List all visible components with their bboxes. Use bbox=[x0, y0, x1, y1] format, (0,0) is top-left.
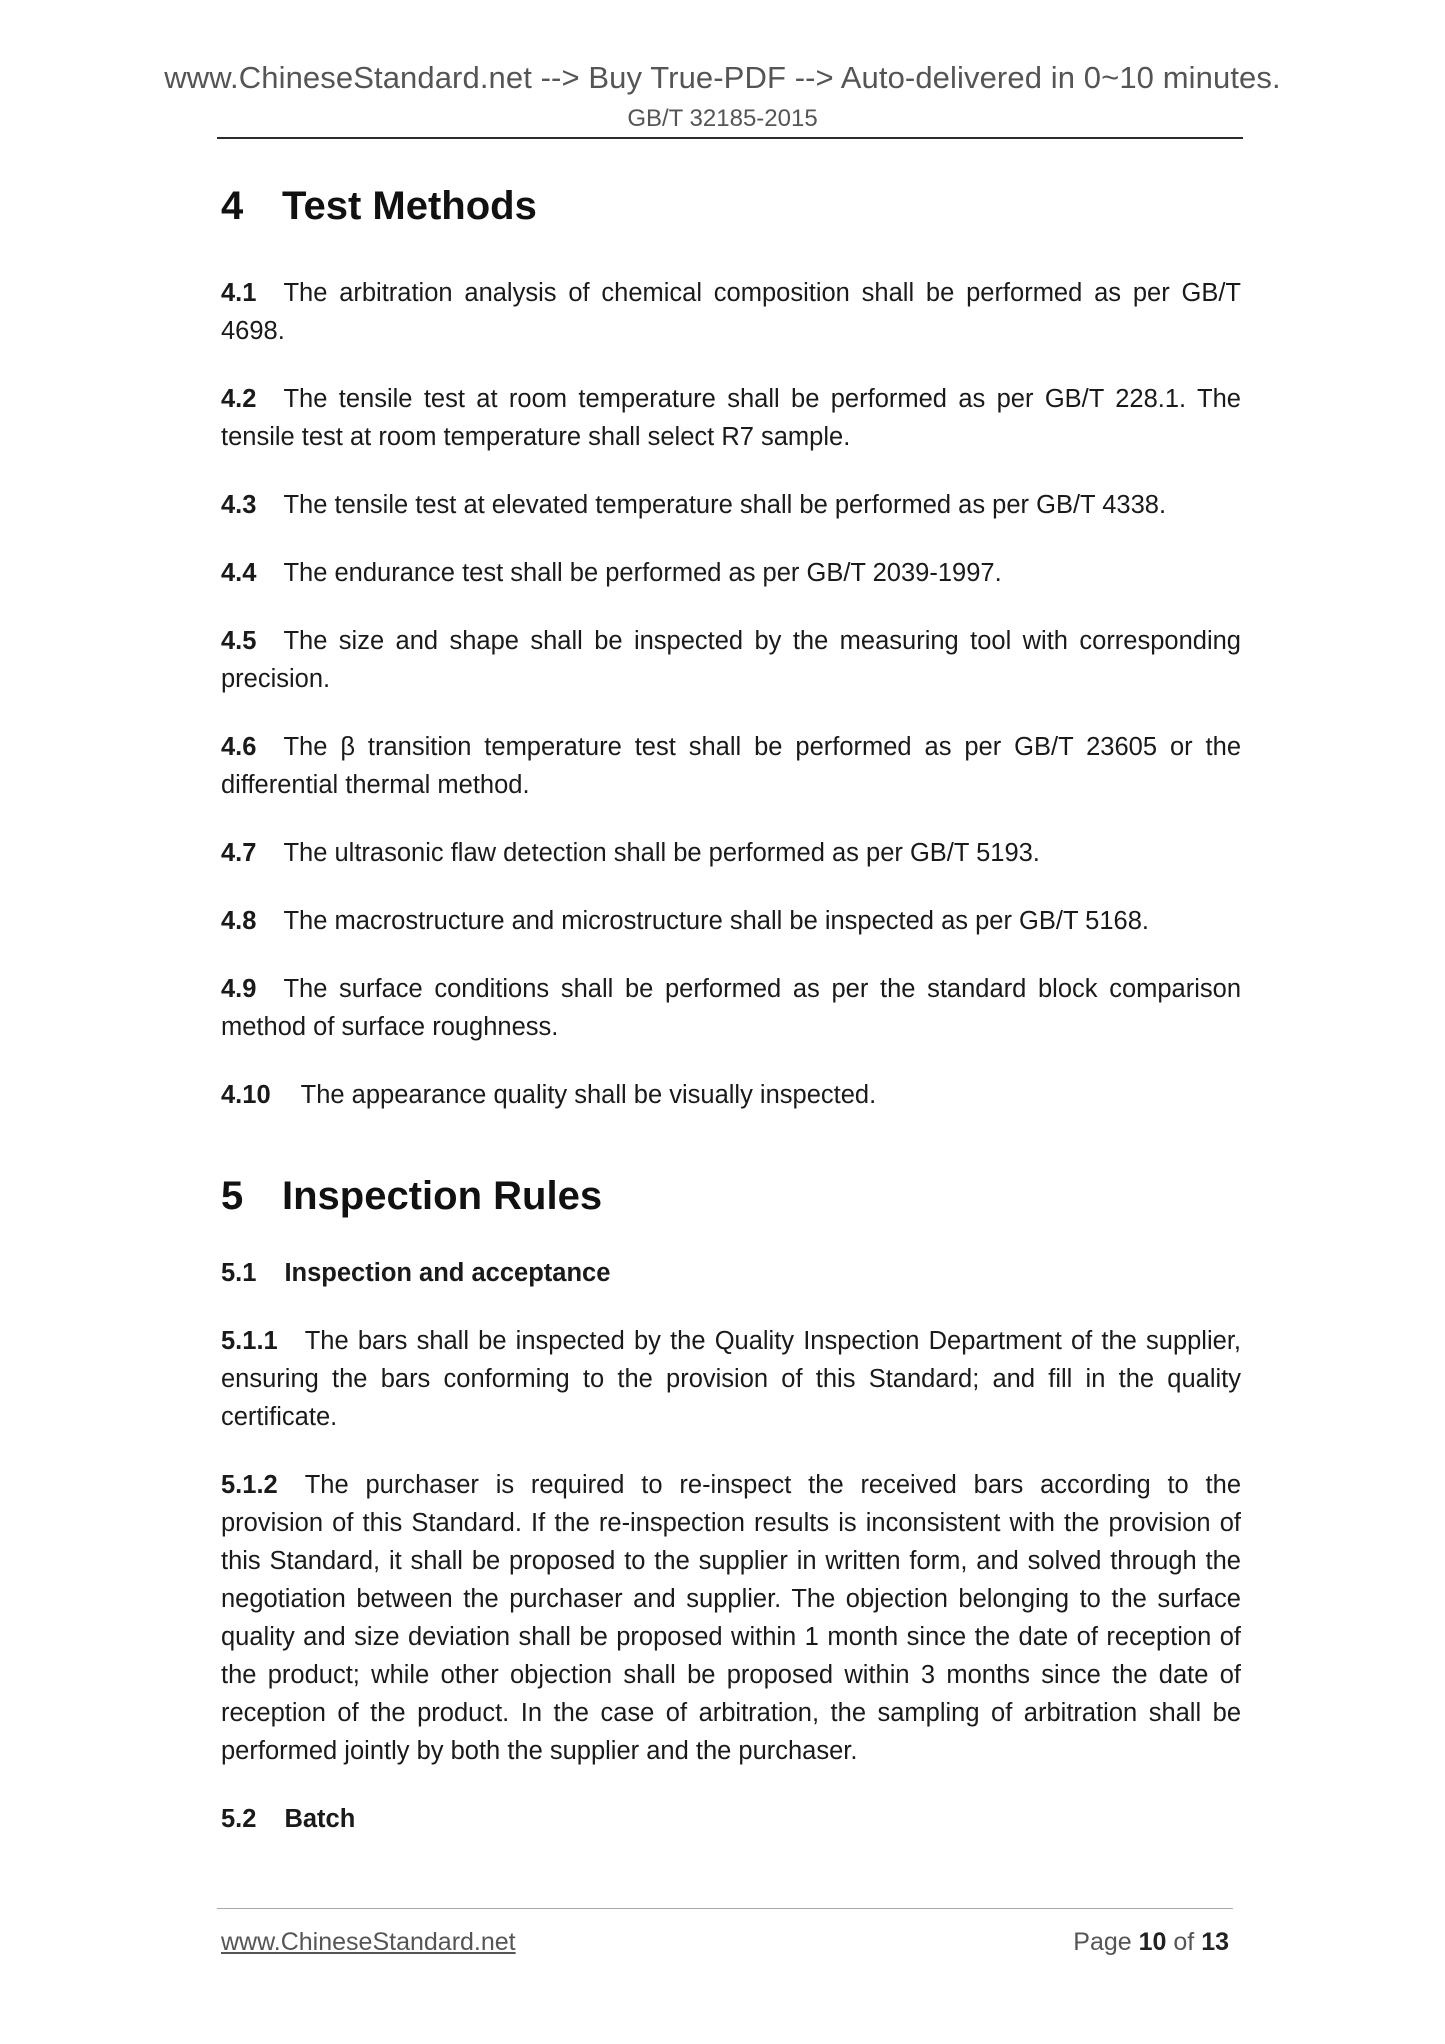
clause-number: 4.7 bbox=[221, 839, 257, 867]
clause-number: 5.1.1 bbox=[221, 1327, 278, 1355]
clause-number: 4.5 bbox=[221, 627, 257, 655]
clause-4-5 bbox=[221, 622, 1241, 698]
clause-number: 4.9 bbox=[221, 975, 257, 1003]
section-number: 4 bbox=[221, 184, 244, 228]
subsection-title: Batch bbox=[284, 1805, 356, 1833]
clause-text: The macrostructure and microstructure shall be inspected as per GB/T 5168. bbox=[283, 907, 1149, 935]
subsection-title: Inspection and acceptance bbox=[284, 1259, 611, 1287]
clause-text: The tensile test at elevated temperature shall be performed as per GB/T 4338. bbox=[283, 491, 1167, 519]
clause-number: 4.10 bbox=[221, 1081, 271, 1109]
page-header bbox=[0, 58, 1445, 136]
clause-number: 4.8 bbox=[221, 907, 257, 935]
clause-text: The appearance quality shall be visually inspected. bbox=[300, 1081, 877, 1109]
clause-text: The endurance test shall be performed as per GB/T 2039-1997. bbox=[283, 559, 1002, 587]
subsection-number: 5.2 bbox=[221, 1805, 257, 1833]
clause-4-2 bbox=[221, 380, 1241, 456]
section-5-heading bbox=[221, 1170, 1241, 1222]
page-total: 13 bbox=[1201, 1928, 1229, 1956]
clause-text: The bars shall be inspected by the Quality Inspection Department of the supplier, ensuring the bars conforming to the provision of this Standard; and fill in the quality certificate. bbox=[221, 1327, 1241, 1431]
clause-4-1 bbox=[221, 274, 1241, 350]
page-of: of bbox=[1173, 1928, 1195, 1956]
page-current: 10 bbox=[1138, 1928, 1167, 1956]
subsection-number: 5.1 bbox=[221, 1259, 257, 1287]
clause-text: The surface conditions shall be performed as per the standard block comparison method of surface roughness. bbox=[221, 975, 1241, 1041]
page-number bbox=[1073, 1928, 1229, 1957]
clause-4-7 bbox=[221, 834, 1241, 872]
footer-rule bbox=[217, 1908, 1233, 1909]
clause-5-1-2 bbox=[221, 1466, 1241, 1770]
clause-text: The purchaser is required to re-inspect the received bars according to the provision of this Standard. If the re-inspection results is inconsistent with the provision of this Standard, it shall be proposed to the supplier in written form, and solved through the negotiation between the purchaser and supplier. The objection belonging to the surface quality and size deviation shall be proposed within 1 month since the date of reception of the product; while other objection shall be proposed within 3 months since the date of reception of the product. In the case of arbitration, the sampling of arbitration shall be performed jointly by both the supplier and the purchaser. bbox=[221, 1471, 1241, 1765]
clause-4-8 bbox=[221, 902, 1241, 940]
clause-number: 4.6 bbox=[221, 733, 257, 761]
clause-number: 4.1 bbox=[221, 279, 257, 307]
clause-number: 5.1.2 bbox=[221, 1471, 278, 1499]
page-content bbox=[221, 180, 1241, 1838]
clause-text: The β transition temperature test shall be performed as per GB/T 23605 or the differential thermal method. bbox=[221, 733, 1241, 799]
clause-5-1-1 bbox=[221, 1322, 1241, 1436]
section-number: 5 bbox=[221, 1174, 244, 1218]
clause-text: The size and shape shall be inspected by the measuring tool with corresponding precision. bbox=[221, 627, 1241, 693]
clause-text: The arbitration analysis of chemical composition shall be performed as per GB/T 4698. bbox=[221, 279, 1241, 345]
footer-site-link[interactable]: www.ChineseStandard.net bbox=[221, 1928, 516, 1956]
header-doc-id: GB/T 32185-2015 bbox=[627, 105, 818, 132]
clause-4-9 bbox=[221, 970, 1241, 1046]
section-title: Test Methods bbox=[282, 184, 537, 228]
subsection-5-1-heading bbox=[221, 1254, 1241, 1292]
subsection-5-2-heading bbox=[221, 1800, 1241, 1838]
clause-text: The ultrasonic flaw detection shall be performed as per GB/T 5193. bbox=[283, 839, 1040, 867]
clause-4-3 bbox=[221, 486, 1241, 524]
header-rule bbox=[217, 137, 1243, 139]
header-banner: www.ChineseStandard.net --> Buy True-PDF --> Auto-delivered in 0~10 minutes. bbox=[164, 60, 1281, 95]
clause-number: 4.4 bbox=[221, 559, 257, 587]
section-title: Inspection Rules bbox=[282, 1174, 603, 1218]
clause-text: The tensile test at room temperature shall be performed as per GB/T 228.1. The tensile test at room temperature shall select R7 sample. bbox=[221, 385, 1241, 451]
clause-number: 4.2 bbox=[221, 385, 257, 413]
clause-number: 4.3 bbox=[221, 491, 257, 519]
clause-4-10 bbox=[221, 1076, 1241, 1114]
clause-4-4 bbox=[221, 554, 1241, 592]
section-4-heading bbox=[221, 180, 1241, 232]
clause-4-6 bbox=[221, 728, 1241, 804]
page-prefix: Page bbox=[1073, 1928, 1132, 1956]
